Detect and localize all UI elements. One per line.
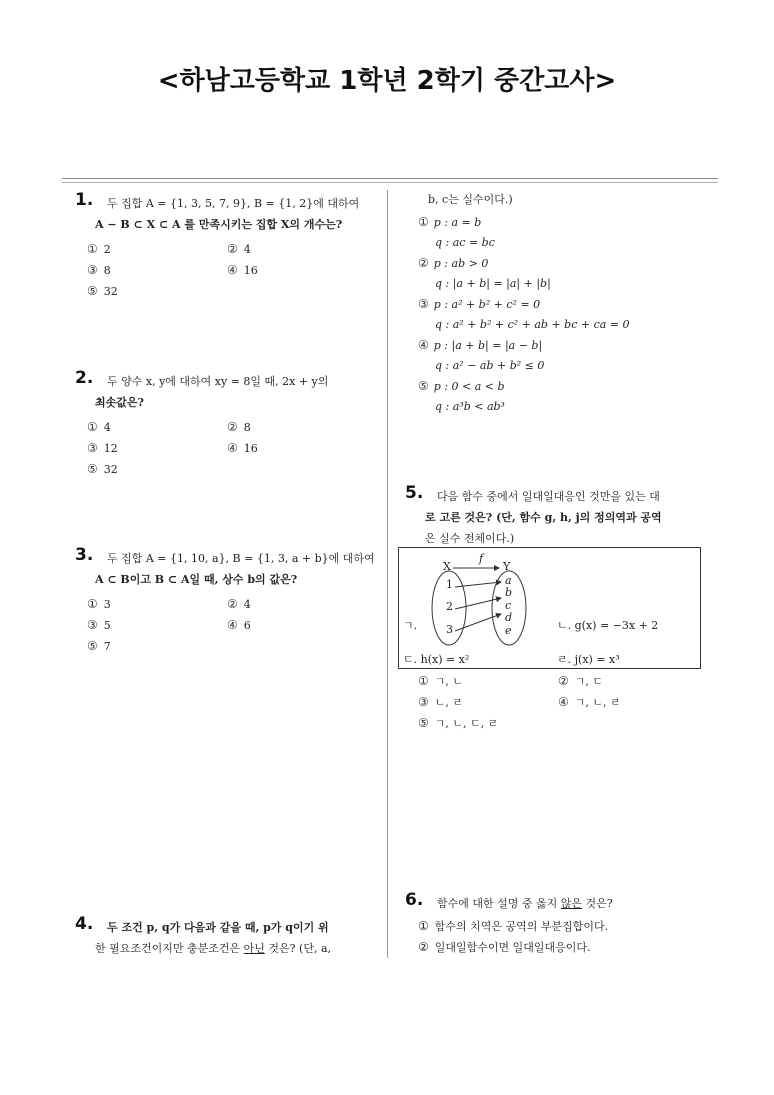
option-1[interactable]: ① 함수의 치역은 공역의 부분집합이다.	[418, 919, 609, 933]
option-1[interactable]: ① 2	[87, 242, 111, 256]
question-3	[75, 545, 375, 657]
codomain-element: c	[505, 599, 512, 612]
option-1[interactable]: ① 3	[87, 597, 111, 611]
question-5	[405, 483, 705, 549]
option-3[interactable]: ③ 5	[87, 618, 111, 632]
set-y-label: Y	[503, 560, 511, 573]
item-ra: ㄹ. j(x) = x³	[557, 653, 620, 666]
mapping-diagram	[421, 554, 541, 646]
domain-element: 1	[446, 578, 453, 591]
question-number: 3.	[75, 545, 94, 565]
option-3[interactable]: ③ 12	[87, 441, 118, 455]
domain-element: 2	[446, 600, 453, 613]
question-text-line: 함수에 대한 설명 중 옳지 않은 것은?	[437, 897, 613, 910]
option-2[interactable]: ② 일대일함수이면 일대일대응이다.	[418, 940, 591, 954]
item-da: ㄷ. h(x) = x²	[403, 653, 470, 666]
answer-options	[405, 916, 705, 958]
option-4[interactable]: ④ 16	[227, 441, 258, 455]
option-5[interactable]: ⑤ 32	[87, 462, 118, 476]
option-4[interactable]: ④ 16	[227, 263, 258, 277]
question-text-line: 한 필요조건이지만 충분조건은 아닌 것은? (단, a,	[95, 942, 332, 955]
question-number: 6.	[405, 890, 424, 910]
question-text-line: 은 실수 전체이다.)	[425, 532, 515, 545]
question-text-line: A ⊂ B이고 B ⊂ A일 때, 상수 b의 값은?	[95, 573, 298, 586]
set-x-label: X	[443, 560, 451, 573]
option-4[interactable]: ④ 6	[227, 618, 251, 632]
option-5[interactable]: ⑤ 7	[87, 639, 111, 653]
question-5-options	[418, 671, 718, 734]
option-2[interactable]: ② 4	[227, 597, 251, 611]
column-divider	[387, 190, 388, 958]
question-4	[75, 914, 375, 959]
option-5[interactable]: ⑤ p : 0 < a < b q : a³b < ab³	[418, 379, 505, 413]
question-6	[405, 890, 705, 958]
question-number: 4.	[75, 914, 94, 934]
domain-element: 3	[446, 623, 453, 636]
underlined-word: 않은	[560, 897, 583, 910]
question-text-line: 최솟값은?	[95, 396, 144, 409]
question-text-line: 다음 함수 중에서 일대일대응인 것만을 있는 대	[437, 490, 660, 503]
option-1[interactable]: ① p : a = b q : ac = bc	[418, 215, 495, 249]
option-1[interactable]: ① 4	[87, 420, 111, 434]
option-2[interactable]: ② ㄱ, ㄷ	[558, 674, 604, 688]
option-2[interactable]: ② p : ab > 0 q : |a + b| = |a| + |b|	[418, 256, 551, 290]
codomain-element: b	[505, 586, 513, 599]
option-3[interactable]: ③ ㄴ, ㄹ	[418, 695, 464, 709]
question-text-line: 두 집합 A = {1, 10, a}, B = {1, 3, a + b}에 대하여	[107, 552, 375, 565]
option-4[interactable]: ④ p : |a + b| = |a − b| q : a² − ab + b² ≤ 0	[418, 338, 545, 372]
question-text-line: A − B ⊂ X ⊂ A 를 만족시키는 집합 X의 개수는?	[95, 218, 343, 231]
option-3[interactable]: ③ p : a² + b² + c² = 0 q : a² + b² + c² + ab + bc + ca = 0	[418, 297, 630, 331]
question-number: 5.	[405, 483, 424, 503]
question-text-line: 두 집합 A = {1, 3, 5, 7, 9}, B = {1, 2}에 대하여	[107, 197, 360, 210]
answer-options	[75, 594, 375, 657]
question-number: 2.	[75, 368, 94, 388]
answer-options	[75, 239, 375, 302]
exam-title: <하남고등학교 1학년 2학기 중간고사>	[157, 66, 617, 96]
item-na: ㄴ. g(x) = −3x + 2	[557, 619, 659, 632]
item-ga-label: ㄱ.	[403, 619, 418, 632]
question-1	[75, 190, 375, 302]
question-text-line: 두 조건 p, q가 다음과 같을 때, p가 q이기 위	[107, 921, 329, 934]
option-2[interactable]: ② 4	[227, 242, 251, 256]
function-label: f	[479, 552, 484, 565]
option-5[interactable]: ⑤ ㄱ, ㄴ, ㄷ, ㄹ	[418, 716, 499, 730]
question-text-line: b, c는 실수이다.)	[428, 193, 513, 206]
header-divider	[62, 178, 718, 179]
question-text-line: 로 고른 것은? (단, 함수 g, h, j의 정의역과 공역	[425, 511, 662, 524]
codomain-element: e	[505, 624, 512, 637]
question-number: 1.	[75, 190, 94, 210]
question-text-line: 두 양수 x, y에 대하여 xy = 8일 때, 2x + y의	[107, 375, 329, 388]
option-2[interactable]: ② 8	[227, 420, 251, 434]
option-1[interactable]: ① ㄱ, ㄴ	[418, 674, 464, 688]
option-5[interactable]: ⑤ 32	[87, 284, 118, 298]
question-4-continued	[418, 189, 718, 417]
option-3[interactable]: ③ 8	[87, 263, 111, 277]
choice-box	[398, 547, 701, 669]
codomain-element: a	[505, 574, 512, 587]
option-4[interactable]: ④ ㄱ, ㄴ, ㄹ	[558, 695, 621, 709]
answer-options	[75, 417, 375, 480]
answer-options	[418, 212, 718, 417]
underlined-word: 아닌	[243, 942, 265, 955]
codomain-element: d	[505, 611, 513, 624]
question-2	[75, 368, 375, 480]
header-divider-secondary	[62, 182, 718, 183]
